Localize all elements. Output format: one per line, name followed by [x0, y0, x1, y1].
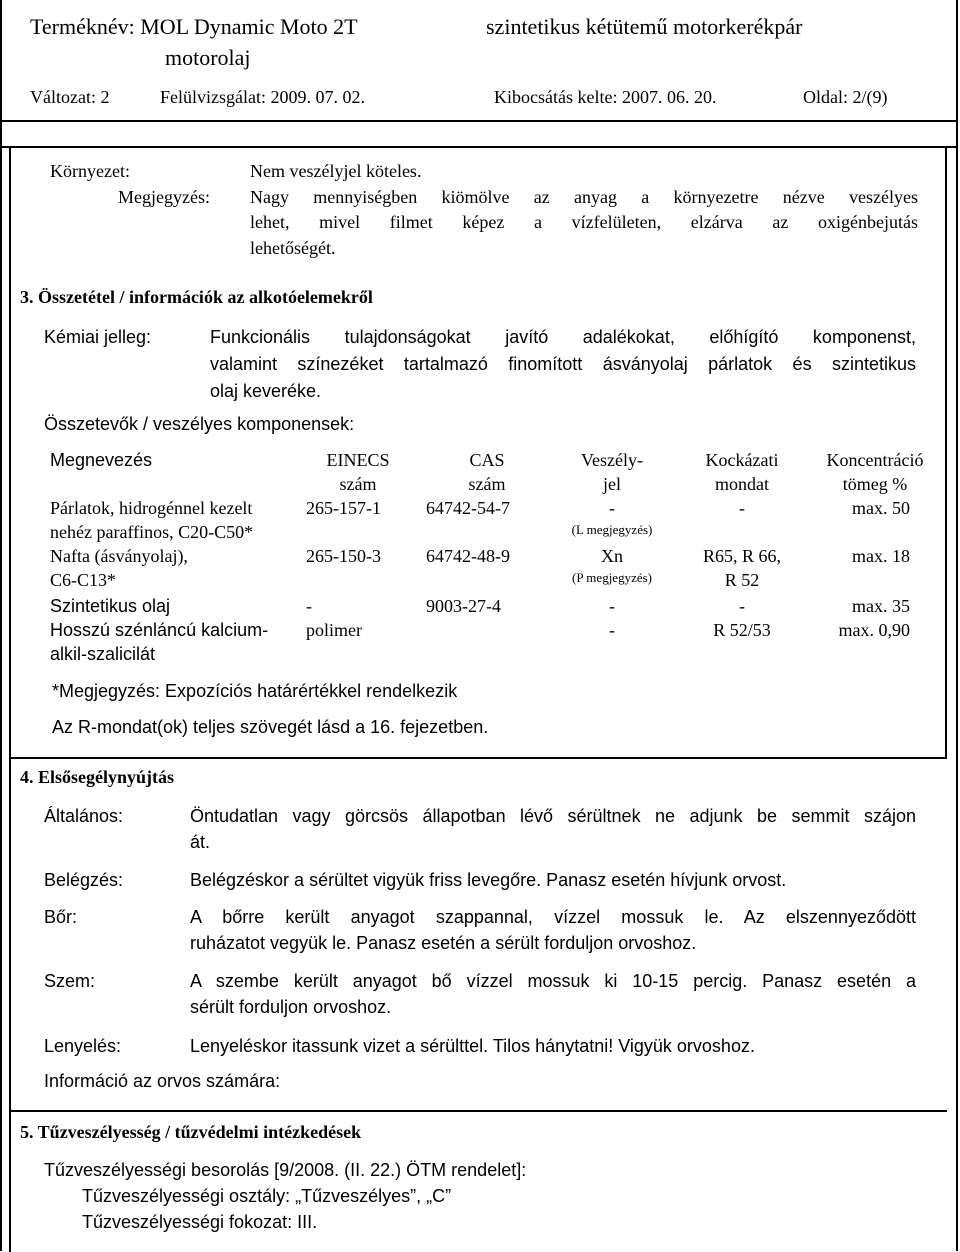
- row3-einecs: -: [306, 596, 312, 616]
- doctor-info-label: Információ az orvos számára:: [44, 1071, 281, 1091]
- environment-label: Környezet:: [50, 161, 130, 181]
- header-divider-bottom: [0, 146, 958, 148]
- first-aid-skin-line2: ruházatot vegyük le. Panasz esetén a sérült forduljon orvoshoz.: [190, 933, 697, 953]
- row3-name-1: Szintetikus olaj: [50, 596, 171, 616]
- page-border-right: [956, 0, 958, 1251]
- row3-risk: -: [739, 596, 745, 616]
- section4-heading: 4. Elsősegélynyújtás: [20, 767, 175, 787]
- first-aid-general-label: Általános:: [44, 806, 124, 826]
- first-aid-skin-label: Bőr:: [44, 907, 78, 927]
- row2-name-1: Nafta (ásványolaj),: [50, 546, 188, 566]
- col-header-risk-1: Kockázati: [705, 450, 779, 470]
- first-aid-ingestion-label: Lenyelés:: [44, 1036, 122, 1056]
- product-title-b: szintetikus kétütemű motorkerékpár: [486, 14, 803, 39]
- row1-hazard-note: (L megjegyzés): [571, 522, 653, 537]
- page-border-left: [0, 0, 2, 1251]
- fire-hazard-class: Tűzveszélyességi osztály: „Tűzveszélyes”, „C”: [82, 1186, 452, 1206]
- row1-cas: 64742-54-7: [426, 498, 510, 518]
- first-aid-general-line1: Öntudatlan vagy görcsös állapotban lévő sérültnek ne adjunk be semmit szájon: [190, 806, 916, 826]
- row3-hazard: -: [609, 596, 615, 616]
- col-header-hazard-1: Veszély-: [581, 450, 643, 470]
- environment-note-line1: Nagy mennyiségben kiömölve az anyag a környezetre nézve veszélyes: [250, 187, 918, 207]
- fire-hazard-level: Tűzveszélyességi fokozat: III.: [82, 1212, 318, 1232]
- row4-risk: R 52/53: [713, 620, 771, 640]
- chemical-nature-line1: Funkcionális tulajdonságokat javító adalékokat, előhígító komponenst,: [210, 327, 916, 347]
- row2-hazard: Xn: [601, 546, 623, 566]
- environment-note-line3: lehetőségét.: [250, 238, 336, 258]
- section5-divider: [9, 1110, 947, 1112]
- col-header-einecs-1: EINECS: [326, 450, 390, 470]
- exposure-footnote: *Megjegyzés: Expozíciós határértékkel rendelkezik: [52, 681, 458, 701]
- product-title-c: motorolaj: [165, 45, 251, 70]
- chemical-nature-label: Kémiai jelleg:: [44, 327, 152, 347]
- product-title-a: Terméknév: MOL Dynamic Moto 2T: [30, 14, 358, 39]
- first-aid-skin-line1: A bőrre került anyagot szappannal, vízzel mossuk le. Az elszennyeződött: [190, 907, 916, 927]
- col-header-risk-2: mondat: [715, 474, 769, 494]
- chemical-nature-line3: olaj keveréke.: [210, 381, 322, 401]
- row1-name-1: Párlatok, hidrogénnel kezelt: [50, 498, 253, 518]
- row2-risk-2: R 52: [724, 570, 760, 590]
- row1-name-2: nehéz paraffinos, C20-C50*: [50, 522, 254, 542]
- col-header-conc-1: Koncentráció: [826, 450, 924, 470]
- first-aid-general-line2: át.: [190, 832, 211, 852]
- components-title: Összetevők / veszélyes komponensek:: [44, 414, 355, 434]
- row3-cas: 9003-27-4: [426, 596, 501, 616]
- col-header-name: Megnevezés: [50, 450, 153, 470]
- row4-name-2: alkil-szalicilát: [50, 644, 156, 664]
- row2-conc: max. 18: [852, 546, 910, 566]
- section3-heading: 3. Összetétel / információk az alkotóelemekről: [20, 287, 373, 307]
- col-header-einecs-2: szám: [339, 474, 377, 494]
- row1-hazard: -: [609, 498, 615, 518]
- row4-hazard: -: [609, 620, 615, 640]
- environment-note-label: Megjegyzés:: [118, 187, 210, 207]
- revision-date: Felülvizsgálat: 2009. 07. 02.: [160, 87, 365, 107]
- first-aid-eye-line2: sérült forduljon orvoshoz.: [190, 997, 392, 1017]
- fire-classification: Tűzveszélyességi besorolás [9/2008. (II. 22.) ÖTM rendelet]:: [44, 1160, 527, 1180]
- row3-conc: max. 35: [852, 596, 910, 616]
- version: Változat: 2: [30, 87, 110, 107]
- chemical-nature-line2: valamint színezéket tartalmazó finomított ásványolaj párlatok és szintetikus: [210, 354, 916, 374]
- section4-divider: [9, 757, 947, 759]
- col-header-cas-1: CAS: [469, 450, 505, 470]
- row1-risk: -: [739, 498, 745, 518]
- page-number: Oldal: 2/(9): [803, 87, 888, 107]
- row4-name-1: Hosszú szénláncú kalcium-: [50, 620, 269, 640]
- row2-hazard-note: (P megjegyzés): [571, 570, 653, 585]
- col-header-cas-2: szám: [468, 474, 506, 494]
- environment-value: Nem veszélyjel köteles.: [250, 161, 422, 181]
- issue-date: Kibocsátás kelte: 2007. 06. 20.: [494, 87, 717, 107]
- col-header-conc-2: tömeg %: [842, 474, 908, 494]
- first-aid-ingestion-line1: Lenyeléskor itassunk vizet a sérülttel. Tilos hánytatni! Vigyük orvoshoz.: [190, 1036, 755, 1056]
- row4-einecs: polimer: [306, 620, 362, 640]
- section5-heading: 5. Tűzveszélyesség / tűzvédelmi intézkedések: [20, 1122, 362, 1142]
- row2-risk-1: R65, R 66,: [702, 546, 781, 566]
- row2-name-2: C6-C13*: [50, 570, 117, 590]
- row1-conc: max. 50: [852, 498, 910, 518]
- row1-einecs: 265-157-1: [306, 498, 381, 518]
- first-aid-eye-label: Szem:: [44, 971, 96, 991]
- row2-cas: 64742-48-9: [426, 546, 510, 566]
- first-aid-eye-line1: A szembe került anyagot bő vízzel mossuk ki 10-15 percig. Panasz esetén a: [190, 971, 916, 991]
- header-divider-top: [0, 120, 958, 122]
- section-border-right: [945, 147, 947, 757]
- row4-conc: max. 0,90: [838, 620, 910, 640]
- environment-note-line2: lehet, mivel filmet képez a vízfelületen, elzárva az oxigénbejutás: [250, 212, 918, 232]
- first-aid-inhalation-line1: Belégzéskor a sérültet vigyük friss levegőre. Panasz esetén hívjunk orvost.: [190, 870, 787, 890]
- row2-einecs: 265-150-3: [306, 546, 381, 566]
- r-phrases-note: Az R-mondat(ok) teljes szövegét lásd a 16. fejezetben.: [52, 717, 489, 737]
- col-header-hazard-2: jel: [603, 474, 621, 494]
- first-aid-inhalation-label: Belégzés:: [44, 870, 124, 890]
- inner-border-left: [9, 147, 11, 1252]
